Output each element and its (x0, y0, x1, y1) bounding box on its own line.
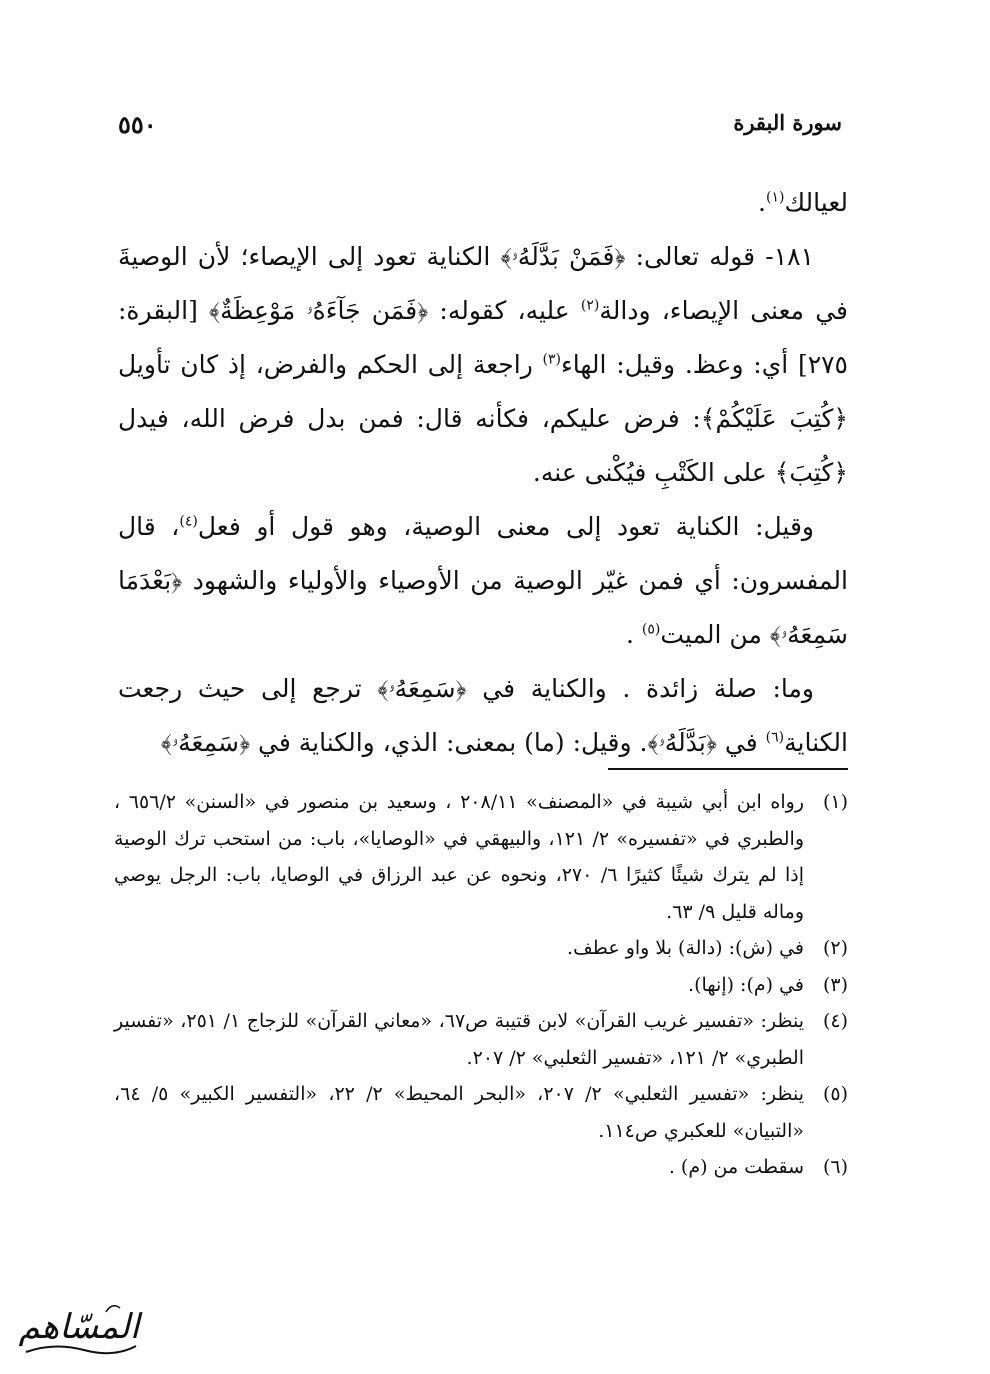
text-span: لعيالك (784, 188, 848, 217)
running-title: سورة البقرة (733, 110, 842, 135)
footnote-number: (٢) (822, 937, 848, 959)
footnote-number: (٥) (822, 1083, 848, 1105)
footnote-number: (١) (822, 791, 848, 813)
paragraph (118, 230, 848, 500)
footnote-ref[interactable]: (٤) (179, 513, 198, 530)
footnote-ref[interactable]: (١) (766, 189, 785, 206)
footnote-number: (٣) (822, 973, 848, 996)
text-span: راجعة إلى الحكم والفرض، إذ كان تأويل ﴿كُتِبَ عَلَيْكُمْ﴾: فرض عليكم، فكأنه قال: فمن بدل فرض الله، فيدل ﴿كُتِبَ﴾ على الكَتْبِ فيُكْنى عنه. (118, 350, 848, 487)
footnote-text: ينظر: «تفسير الثعلبي» ٢/ ٢٠٧، «البحر المحيط» ٢/ ٢٢، «التفسير الكبير» ٥/ ٦٤، «التبيان» للعكبري ص١١٤. (114, 1083, 804, 1142)
footnote (114, 1003, 848, 1076)
calligraphy-logo (14, 1290, 144, 1370)
paragraph (118, 500, 848, 662)
footnotes (114, 784, 848, 1186)
text-span: وما: صلة زائدة . والكناية في ﴿سَمِعَهُۥ﴾ ترجع إلى حيث رجعت الكناية (118, 674, 848, 757)
footnote (114, 784, 848, 930)
footnote-number: (٦) (822, 1156, 848, 1178)
text-span: ١٨١- قوله تعالى: ﴿فَمَنْ بَدَّلَهُۥ﴾ الكناية تعود إلى الإيصاء؛ لأن الوصيةَ في معنى الإيصاء، ودالة (118, 242, 849, 325)
paragraph (118, 176, 848, 230)
main-text (118, 176, 848, 770)
footnote-ref[interactable]: (٣) (542, 351, 561, 368)
footnote-separator (608, 768, 848, 770)
paragraph (118, 662, 848, 770)
footnote-text: في (ش): (دالة) بلا واو عطف. (567, 937, 804, 959)
text-span: وقيل: الكناية تعود إلى معنى الوصية، وهو قول أو فعل (197, 512, 814, 541)
footnote-text: ينظر: «تفسير غريب القرآن» لابن قتيبة ص٦٧، «معاني القرآن» للزجاج ١/ ٢٥١، «تفسير الطبري» ٢/ ١٢١، «تفسير الثعلبي» ٢/ ٢٠٧. (114, 1010, 804, 1069)
footnote-number: (٤) (822, 1010, 848, 1032)
logo-text: المسّاهم (18, 1307, 140, 1347)
footnote-text: رواه ابن أبي شيبة في «المصنف» ٢٠٨/١١ ، وسعيد بن منصور في «السنن» ٦٥٦/٢ ، والطبري في «تفسيره» ٢/ ١٢١، والبيهقي في «الوصايا»، باب: من استحب ترك الوصية إذا لم يترك شيئًا كثيرًا ٦/ ٢٧٠، ونحوه عن عبد الرزاق في الوصايا، باب: الرجل يوصي وماله قليل ٩/ ٦٣. (114, 791, 805, 923)
logo-flourish (26, 1346, 136, 1353)
page-number: ٥٥٠ (118, 110, 157, 139)
text-span: في ﴿بَدَّلَهُۥ﴾. وقيل: (ما) بمعنى: الذي، والكناية في ﴿سَمِعَهُۥ﴾ (160, 728, 766, 757)
text-span: . (758, 188, 766, 217)
footnote-text: في (م): (إنها). (688, 973, 804, 996)
text-span: ، قال المفسرون: أي فمن غيّر الوصية من الأوصياء والأولياء والشهود ﴿بَعْدَمَا سَمِعَهُۥ﴾ من الميت (118, 512, 848, 649)
footnote-ref[interactable]: (٥) (641, 621, 661, 638)
footnote-text: سقطت من (م) . (668, 1156, 804, 1178)
text-span: . (626, 620, 642, 649)
footnote (114, 967, 848, 1004)
footnote (114, 930, 848, 967)
footnote (114, 1076, 848, 1149)
footnote-ref[interactable]: (٦) (765, 729, 785, 746)
footnote (114, 1149, 848, 1186)
text-span: عليه، كقوله: ﴿فَمَن جَآءَهُۥ مَوْعِظَةٌ﴾ [البقرة: ٢٧٥] أي: وعظ. وقيل: الهاء (118, 296, 848, 379)
footnote-ref[interactable]: (٢) (580, 297, 600, 314)
